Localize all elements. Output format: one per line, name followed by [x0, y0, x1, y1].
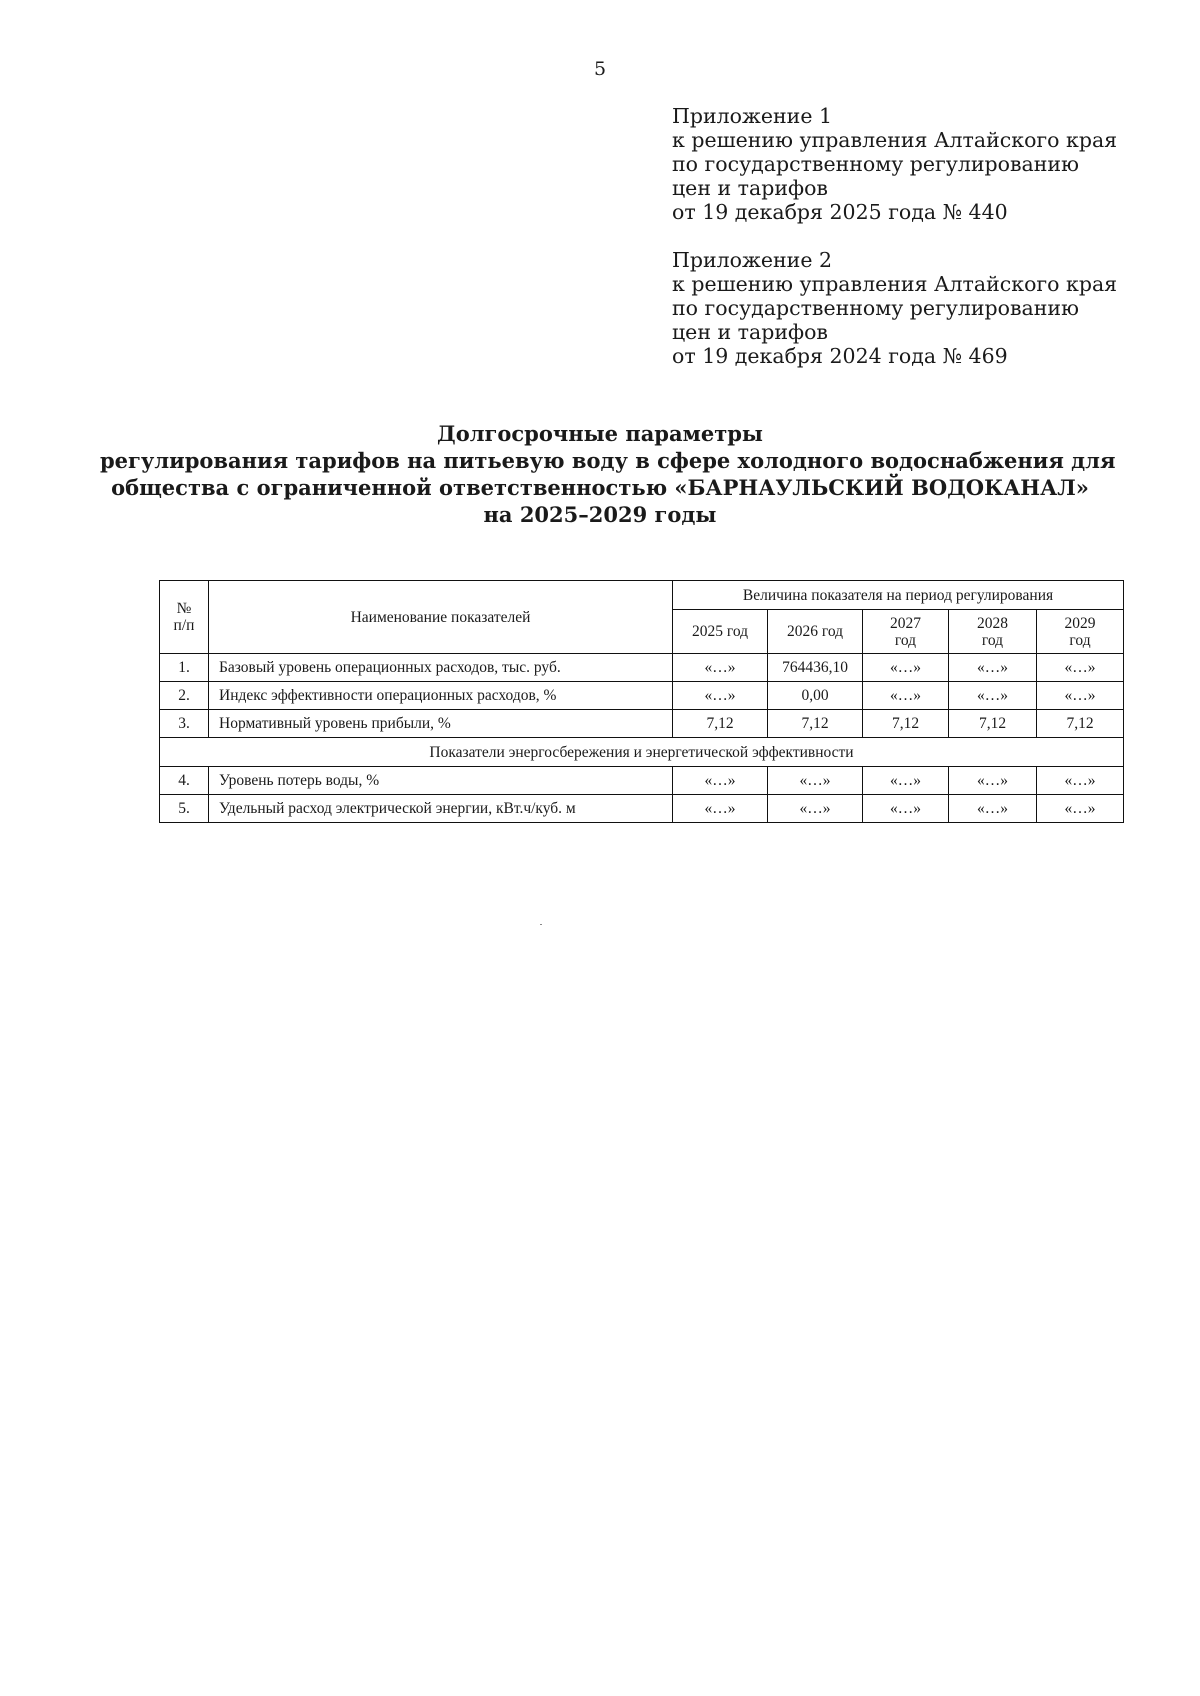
- appendix-line: Приложение 2: [672, 248, 833, 272]
- appendix-1-block: [672, 104, 1172, 224]
- row-name: Удельный расход электрической энергии, кВт.ч/куб. м: [209, 795, 673, 823]
- row-number: 2.: [160, 682, 209, 710]
- value-cell: «…»: [863, 795, 949, 823]
- period-header: Величина показателя на период регулирования: [673, 581, 1124, 610]
- value-cell: 0,00: [768, 682, 863, 710]
- value-cell: 7,12: [949, 710, 1037, 738]
- title-line: общества с ограниченной ответственностью «БАРНАУЛЬСКИЙ ВОДОКАНАЛ»: [111, 475, 1089, 500]
- title-line: Долгосрочные параметры: [437, 421, 763, 446]
- value-cell: 764436,10: [768, 654, 863, 682]
- value-cell: «…»: [1037, 682, 1124, 710]
- appendix-line: цен и тарифов: [672, 176, 828, 200]
- appendix-line: цен и тарифов: [672, 320, 828, 344]
- appendix-line: к решению управления Алтайского края: [672, 128, 1118, 152]
- table-row: [160, 767, 1124, 795]
- parameters-table: [159, 580, 1124, 823]
- table-row: [160, 795, 1124, 823]
- row-name: Базовый уровень операционных расходов, тыс. руб.: [209, 654, 673, 682]
- appendix-line: к решению управления Алтайского края: [672, 272, 1118, 296]
- year-header: 2025 год: [673, 610, 768, 654]
- value-cell: «…»: [1037, 795, 1124, 823]
- value-cell: «…»: [863, 654, 949, 682]
- value-cell: «…»: [673, 654, 768, 682]
- col-number-header: № п/п: [160, 581, 209, 654]
- scan-artifact: [540, 924, 542, 925]
- value-cell: «…»: [949, 795, 1037, 823]
- value-cell: 7,12: [673, 710, 768, 738]
- row-number: 5.: [160, 795, 209, 823]
- row-name: Индекс эффективности операционных расходов, %: [209, 682, 673, 710]
- value-cell: «…»: [949, 767, 1037, 795]
- row-name: Нормативный уровень прибыли, %: [209, 710, 673, 738]
- appendix-line: по государственному регулированию: [672, 152, 1079, 176]
- table-row: [160, 682, 1124, 710]
- table-row: [160, 654, 1124, 682]
- value-cell: «…»: [673, 767, 768, 795]
- value-cell: «…»: [768, 767, 863, 795]
- year-header: 2026 год: [768, 610, 863, 654]
- value-cell: «…»: [863, 682, 949, 710]
- section-title: Показатели энергосбережения и энергетической эффективности: [160, 738, 1124, 767]
- row-name: Уровень потерь воды, %: [209, 767, 673, 795]
- appendix-line: по государственному регулированию: [672, 296, 1079, 320]
- section-row: [160, 738, 1124, 767]
- value-cell: «…»: [949, 654, 1037, 682]
- value-cell: «…»: [949, 682, 1037, 710]
- document-title: [100, 420, 1116, 528]
- appendix-line: от 19 декабря 2025 года № 440: [672, 200, 1008, 224]
- appendix-2-block: [672, 248, 1172, 368]
- appendix-line: от 19 декабря 2024 года № 469: [672, 344, 1008, 368]
- table-row: [160, 710, 1124, 738]
- row-number: 1.: [160, 654, 209, 682]
- year-header: 2029 год: [1037, 610, 1124, 654]
- value-cell: «…»: [863, 767, 949, 795]
- value-cell: «…»: [673, 795, 768, 823]
- year-header: 2028 год: [949, 610, 1037, 654]
- col-name-header: Наименование показателей: [209, 581, 673, 654]
- value-cell: «…»: [673, 682, 768, 710]
- row-number: 3.: [160, 710, 209, 738]
- value-cell: «…»: [1037, 654, 1124, 682]
- appendix-line: Приложение 1: [672, 104, 833, 128]
- year-header: 2027 год: [863, 610, 949, 654]
- value-cell: 7,12: [1037, 710, 1124, 738]
- title-line: регулирования тарифов на питьевую воду в сфере холодного водоснабжения для: [100, 448, 1116, 473]
- row-number: 4.: [160, 767, 209, 795]
- page-number: 5: [593, 58, 607, 80]
- value-cell: 7,12: [768, 710, 863, 738]
- value-cell: «…»: [768, 795, 863, 823]
- value-cell: «…»: [1037, 767, 1124, 795]
- title-line: на 2025–2029 годы: [483, 502, 717, 527]
- value-cell: 7,12: [863, 710, 949, 738]
